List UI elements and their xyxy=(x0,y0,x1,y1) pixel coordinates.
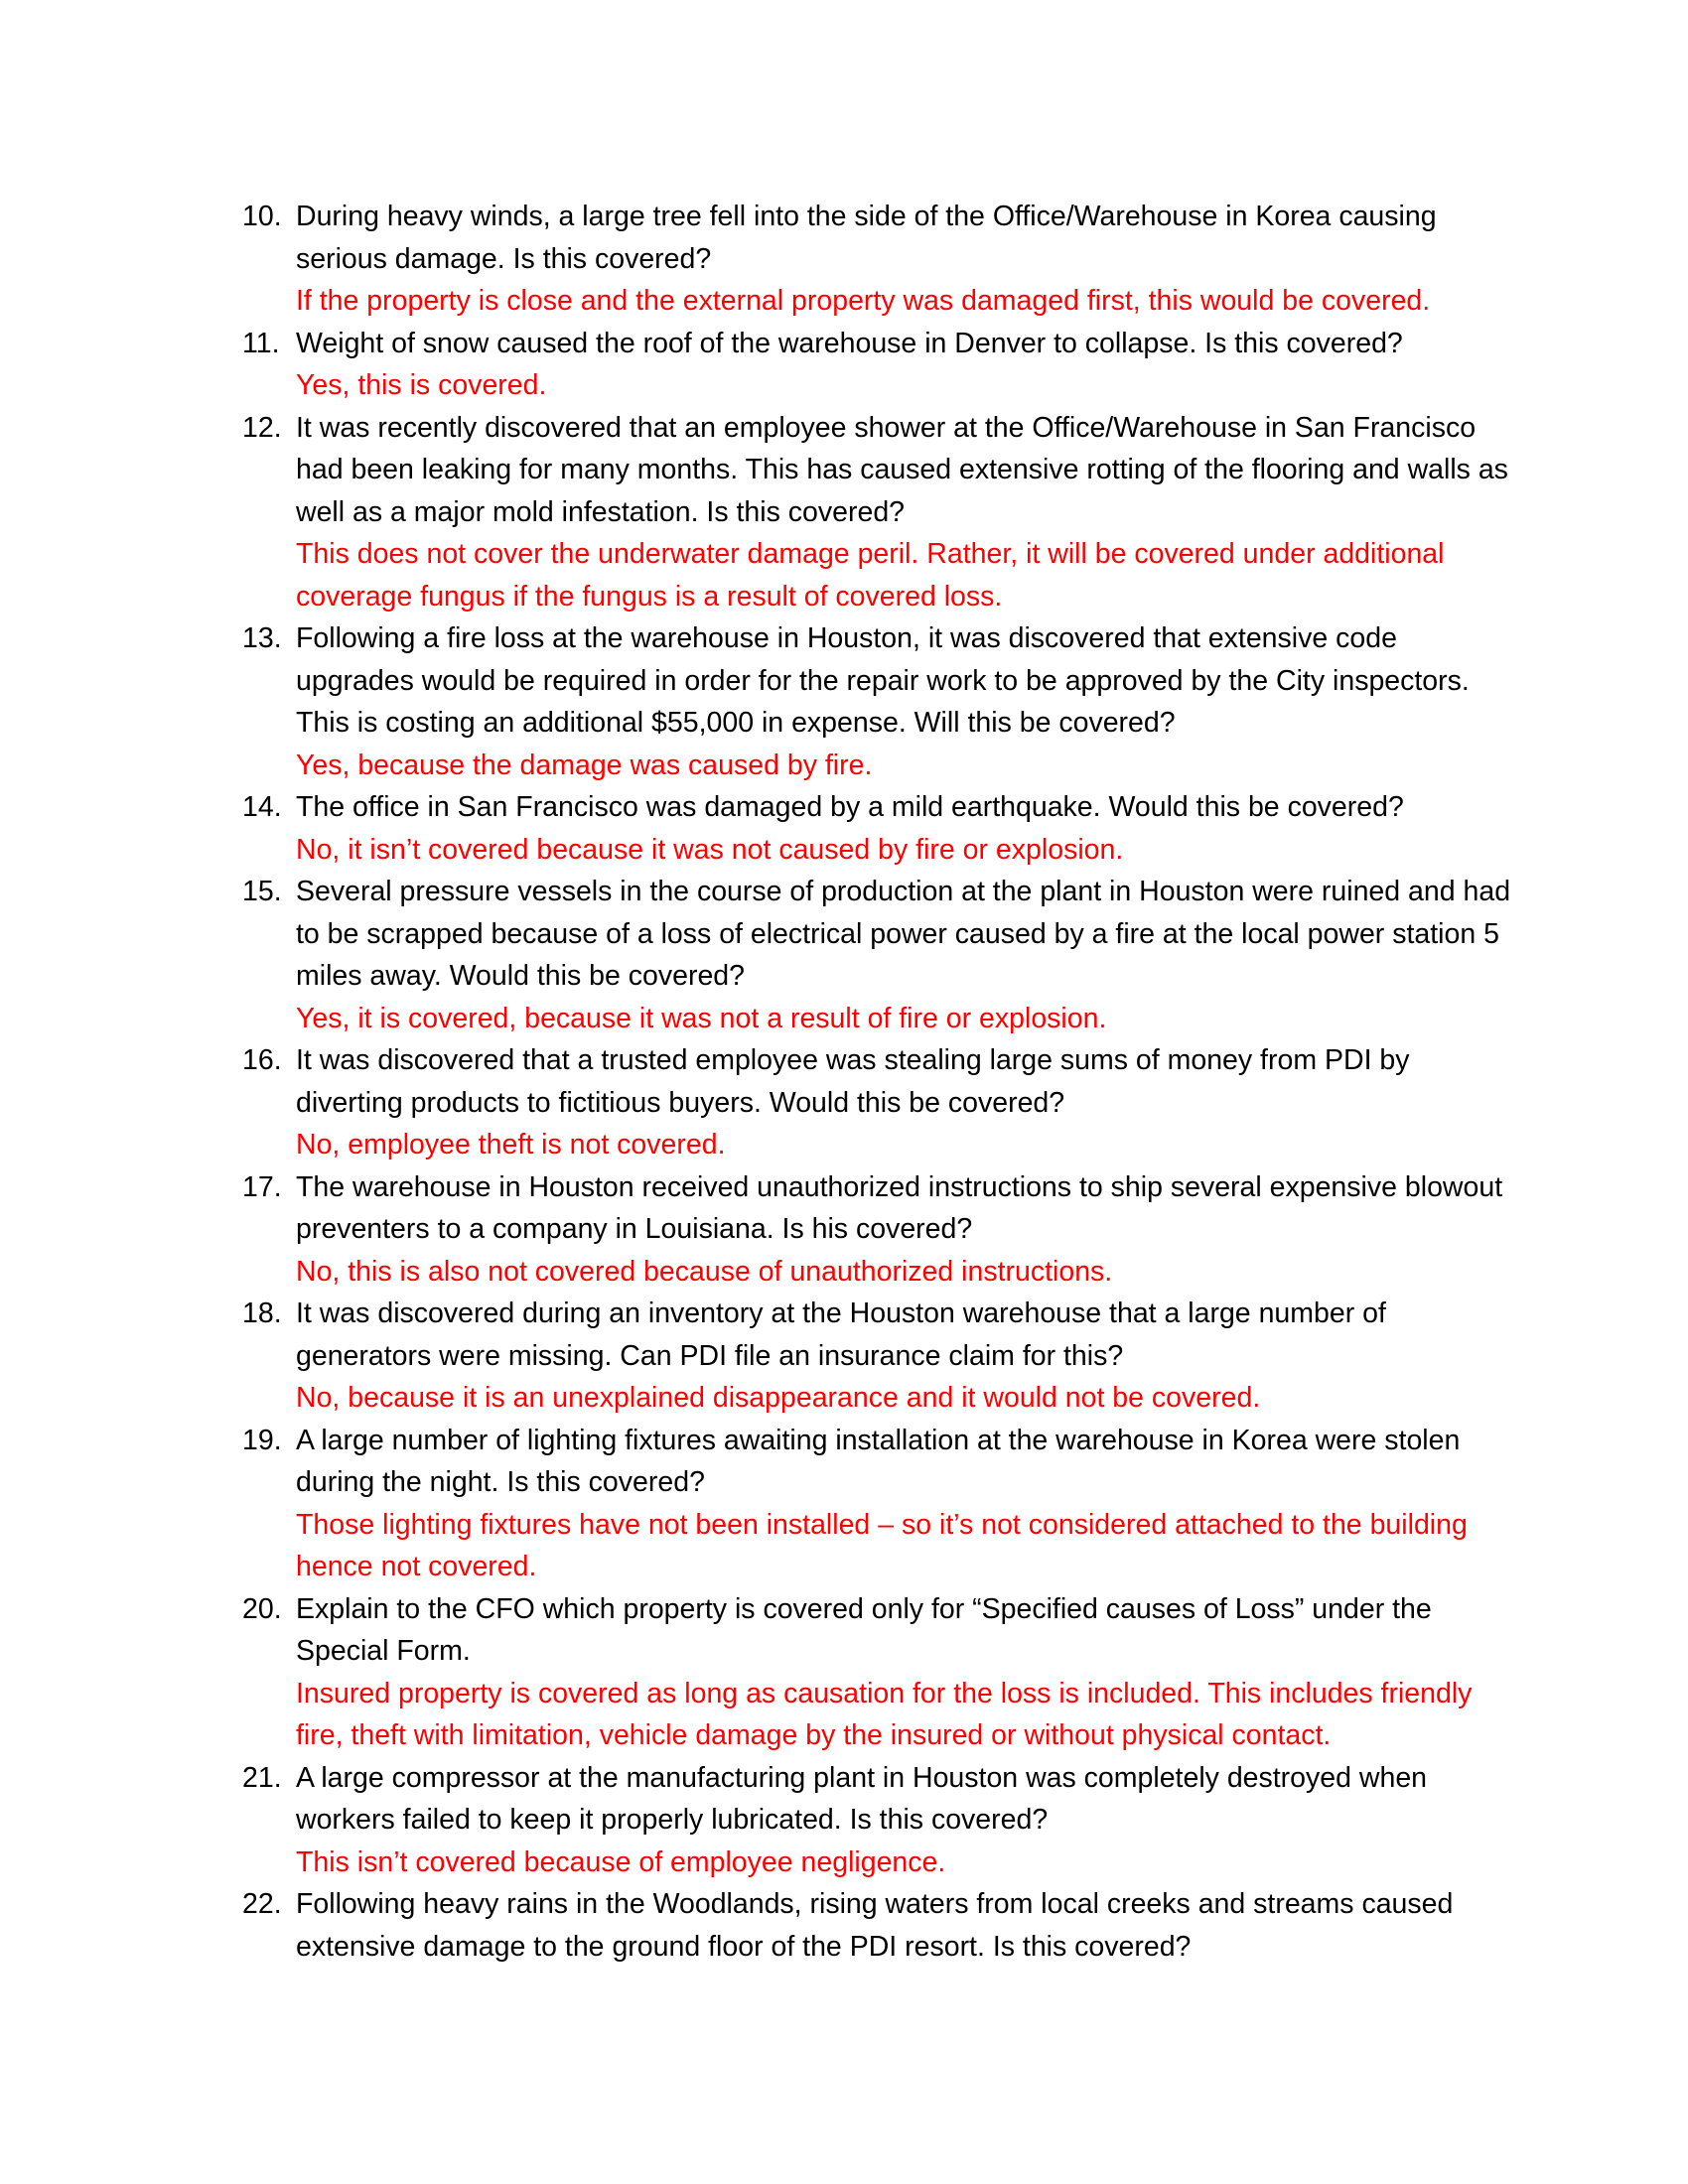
question-text: Explain to the CFO which property is covered only for “Specified causes of Loss” under the Special Form. xyxy=(296,1592,1432,1667)
answer-text: If the property is close and the external property was damaged first, this would be covered. xyxy=(296,285,1431,317)
question-list xyxy=(242,196,1513,1968)
answer-text: No, it isn’t covered because it was not caused by fire or explosion. xyxy=(296,833,1124,866)
answer-text: No, employee theft is not covered. xyxy=(296,1129,726,1160)
question-number: 15. xyxy=(242,876,282,907)
question-number: 12. xyxy=(242,411,282,444)
question-number: 14. xyxy=(242,791,282,823)
question-number: 21. xyxy=(242,1761,282,1794)
answer-text: Yes, it is covered, because it was not a result of fire or explosion. xyxy=(296,1002,1107,1034)
question-item xyxy=(242,407,1513,618)
question-text: It was discovered during an inventory at the Houston warehouse that a large number of generators were missing. Can PDI file an insurance claim for this? xyxy=(296,1297,1386,1372)
question-text: During heavy winds, a large tree fell into the side of the Office/Warehouse in Korea causing serious damage. Is this covered? xyxy=(296,201,1437,275)
question-text: Weight of snow caused the roof of the warehouse in Denver to collapse. Is this covered? xyxy=(296,327,1403,359)
question-text: It was discovered that a trusted employee was stealing large sums of money from PDI by diverting products to fictitious buyers. Would this be covered? xyxy=(296,1044,1410,1119)
answer-text: No, this is also not covered because of unauthorized instructions. xyxy=(296,1255,1113,1288)
question-number: 17. xyxy=(242,1170,282,1203)
question-number: 11. xyxy=(242,327,280,359)
question-text: The warehouse in Houston received unauthorized instructions to ship several expensive blowout preventers to a company in Louisiana. Is his covered? xyxy=(296,1170,1503,1245)
question-number: 10. xyxy=(242,201,282,232)
question-item xyxy=(242,1757,1513,1884)
question-item xyxy=(242,871,1513,1039)
question-item xyxy=(242,1166,1513,1294)
answer-text: This does not cover the underwater damage peril. Rather, it will be covered under additional coverage fungus if the fungus is a result of covered loss. xyxy=(296,538,1445,613)
question-text: Following heavy rains in the Woodlands, rising waters from local creeks and streams caused extensive damage to the ground floor of the PDI resort. Is this covered? xyxy=(296,1888,1454,1963)
question-item xyxy=(242,1293,1513,1420)
question-number: 16. xyxy=(242,1044,282,1076)
question-item xyxy=(242,786,1513,871)
question-item xyxy=(242,323,1513,407)
question-text: Several pressure vessels in the course of production at the plant in Houston were ruined and had to be scrapped because of a loss of electrical power caused by a fire at the local power station 5 miles away. Would this be covered? xyxy=(296,876,1511,992)
question-item xyxy=(242,1588,1513,1757)
answer-text: Yes, because the damage was caused by fire. xyxy=(296,749,873,781)
question-number: 20. xyxy=(242,1592,282,1625)
question-number: 18. xyxy=(242,1297,282,1329)
answer-text: No, because it is an unexplained disappearance and it would not be covered. xyxy=(296,1382,1261,1414)
answer-text: This isn’t covered because of employee negligence. xyxy=(296,1845,946,1878)
question-item xyxy=(242,1039,1513,1166)
question-number: 22. xyxy=(242,1888,282,1920)
question-text: A large compressor at the manufacturing plant in Houston was completely destroyed when workers failed to keep it properly lubricated. Is this covered? xyxy=(296,1761,1428,1836)
question-item xyxy=(242,1420,1513,1588)
question-text: A large number of lighting fixtures awaiting installation at the warehouse in Korea were stolen during the night. Is this covered? xyxy=(296,1424,1461,1498)
answer-text: Yes, this is covered. xyxy=(296,369,547,401)
question-item xyxy=(242,196,1513,323)
question-text: The office in San Francisco was damaged by a mild earthquake. Would this be covered? xyxy=(296,791,1404,823)
question-item xyxy=(242,617,1513,786)
question-number: 13. xyxy=(242,622,282,654)
answer-text: Those lighting fixtures have not been installed – so it’s not considered attached to the building hence not covered. xyxy=(296,1508,1468,1582)
answer-text: Insured property is covered as long as causation for the loss is included. This includes friendly fire, theft with limitation, vehicle damage by the insured or without physical contact. xyxy=(296,1677,1473,1751)
question-item xyxy=(242,1883,1513,1968)
question-text: It was recently discovered that an employee shower at the Office/Warehouse in San Francisco had been leaking for many months. This has caused extensive rotting of the flooring and walls as well as a major mold infestation. Is this covered? xyxy=(296,411,1508,528)
question-text: Following a fire loss at the warehouse in Houston, it was discovered that extensive code upgrades would be required in order for the repair work to be approved by the City inspectors. This is costing an additional $55,000 in expense. Will this be covered? xyxy=(296,622,1470,739)
question-number: 19. xyxy=(242,1424,282,1456)
